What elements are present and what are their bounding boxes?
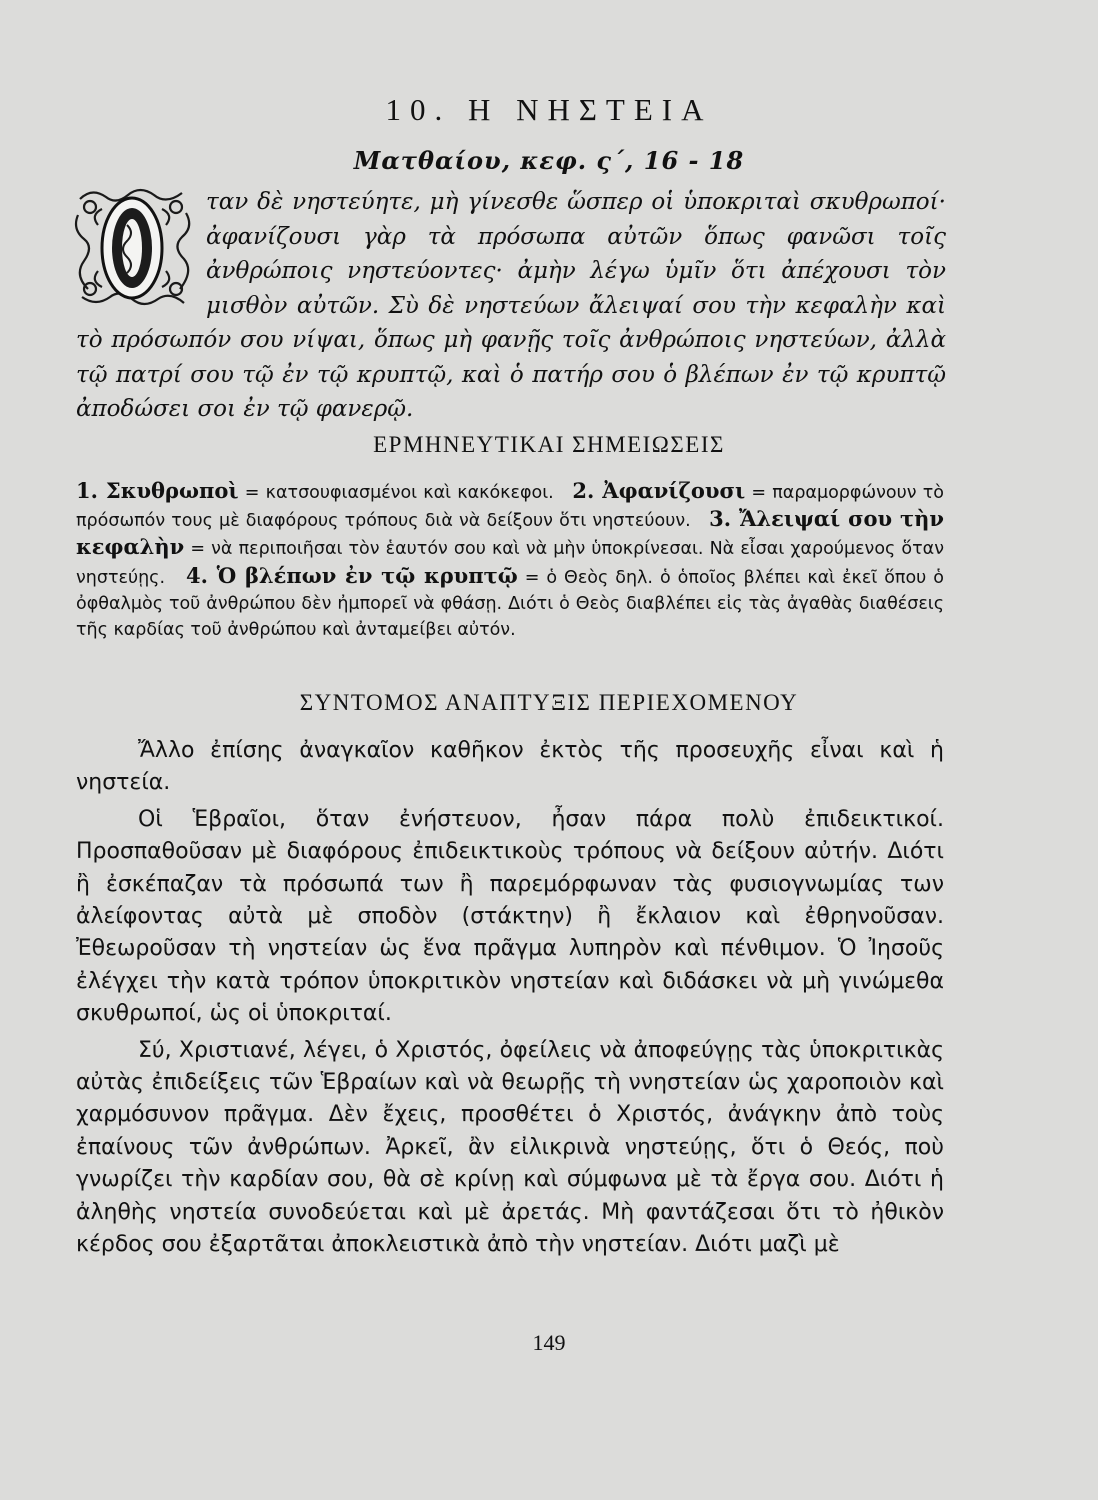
note-definition: = παραμορφώνουν τὸ πρόσωπόν τους μὲ διαφόρους τρόπους διὰ νὰ δείξουν ὅτι νηστεύουν. <box>76 483 944 532</box>
notes-heading: ΕΡΜΗΝΕΥΤΙΚΑΙ ΣΗΜΕΙΩΣΕΙΣ <box>373 432 725 457</box>
note-item <box>76 478 554 503</box>
decorated-initial-icon <box>72 185 192 307</box>
scripture-reference: Ματθαίου, κεφ. ς΄, 16 - 18 <box>353 146 745 175</box>
summary-paragraph: Ἄλλο ἐπίσης ἀναγκαῖον καθῆκον ἐκτὸς τῆς προσευχῆς εἶναι καὶ ἡ νηστεία. <box>76 738 944 796</box>
summary-paragraph: Οἱ Ἑβραῖοι, ὅταν ἐνήστευον, ἦσαν πάρα πολὺ ἐπιδεικτικοί. Προσπαθοῦσαν μὲ διαφόρους ἐπιδεικτικοὺς τρόπους νὰ δείξουν αὐτήν. Διότι ἢ ἐσκέπαζαν τὰ πρόσωπά των ἢ παρεμόρφωναν τὰς φυσιογνωμίας των ἀλείφοντας αὐτὰ μὲ σποδὸν (στάκτην) ἢ ἔκλαιον καὶ ἐθρηνοῦσαν. Ἐθεωροῦσαν τὴ νηστείαν ὡς ἕνα πρᾶγμα λυπηρὸν καὶ πένθιμον. Ὁ Ἰησοῦς ἐλέγχει τὴν κατὰ τρόπον ὑποκριτικὸν νηστείαν καὶ διδάσκει νὰ μὴ γινώμεθα σκυθρωποί, ὡς οἱ ὑποκριταί. <box>76 806 944 1027</box>
note-term: 4. Ὁ βλέπων ἐν τῷ κρυπτῷ <box>185 562 518 588</box>
note-term: 1. Σκυθρωποὶ <box>76 478 239 503</box>
gospel-passage <box>76 185 946 427</box>
gospel-text: ταν δὲ νηστεύητε, μὴ γίνεσθε ὥσπερ οἱ ὑποκριταὶ σκυθρωποί· ἀφανίζουσι γὰρ τὰ πρόσωπα αὐτῶν ὅπως φανῶσι τοῖς ἀνθρώποις νηστεύοντες· ἀμὴν λέγω ὑμῖν ὅτι ἀπέχουσι τὸν μισθὸν αὐτῶν. Σὺ δὲ νηστεύων ἄλειψαί σου τὴν κεφαλὴν καὶ τὸ πρόσωπόν σου νίψαι, ὅπως μὴ φανῇς τοῖς ἀνθρώποις νηστεύων, ἀλλὰ τῷ πατρί σου τῷ ἐν τῷ κρυπτῷ, καὶ ὁ πατήρ σου ὁ βλέπων ἐν τῷ κρυπτῷ ἀποδώσει σοι ἐν τῷ φανερῷ. <box>76 189 946 422</box>
summary-heading: ΣΥΝΤΟΜΟΣ ΑΝΑΠΤΥΞΙΣ ΠΕΡΙΕΧΟΜΕΝΟΥ <box>299 690 799 715</box>
page-number: 149 <box>532 1330 566 1355</box>
note-definition: = κατσουφιασμένοι καὶ κακόκεφοι. <box>244 483 554 503</box>
note-definition: = ὁ Θεὸς δηλ. ὁ ὁποῖος βλέπει καὶ ἐκεῖ ὅπου ὁ ὀφθαλμὸς τοῦ ἀνθρώπου δὲν ἠμπορεῖ νὰ φθάσῃ. Διότι ὁ Θεὸς διαβλέπει εἰς τὰς ἀγαθὰς διαθέσεις τῆς καρδίας τοῦ ἀνθρώπου καὶ ἀνταμείβει αὐτόν. <box>76 567 944 641</box>
note-definition: = νὰ περιποιῆσαι τὸν ἑαυτόν σου καὶ νὰ μὴν ὑποκρίνεσαι. Νὰ εἶσαι χαρούμενος ὅταν νηστεύῃς. <box>76 539 944 588</box>
summary-body <box>76 735 944 1266</box>
notes-list <box>76 478 944 643</box>
summary-paragraph: Σύ, Χριστιανέ, λέγει, ὁ Χριστός, ὀφείλεις νὰ ἀποφεύγῃς τὰς ὑποκριτικὰς αὐτὰς ἐπιδείξεις τῶν Ἑβραίων καὶ νὰ θεωρῇς τὴ ννηστείαν ὡς χαροποιὸν καὶ χαρμόσυνον πρᾶγμα. Δὲν ἔχεις, προσθέτει ὁ Χριστός, ἀνάγκην ἀπὸ τοὺς ἐπαίνους τῶν ἀνθρώπων. Ἀρκεῖ, ἂν εἰλικρινὰ νηστεύῃς, ὅτι ὁ Θεός, ποὺ γνωρίζει τὴν καρδίαν σου, θὰ σὲ κρίνῃ καὶ σύμφωνα μὲ τὰ ἔργα σου. Διότι ἡ ἀληθὴς νηστεία συνοδεύεται καὶ μὲ ἀρετάς. Μὴ φαντάζεσαι ὅτι τὸ ἠθικὸν κέρδος σου ἐξαρτᾶται ἀποκλειστικὰ ἀπὸ τὴν νηστείαν. Διότι μαζὶ μὲ <box>76 1037 944 1258</box>
chapter-title: 10. Η ΝΗΣΤΕΙΑ <box>385 92 713 127</box>
note-term: 3. Ἄλειψαί σου τὴν κεφαλὴν <box>76 506 944 560</box>
note-term: 2. Ἀφανίζουσι <box>572 478 746 503</box>
